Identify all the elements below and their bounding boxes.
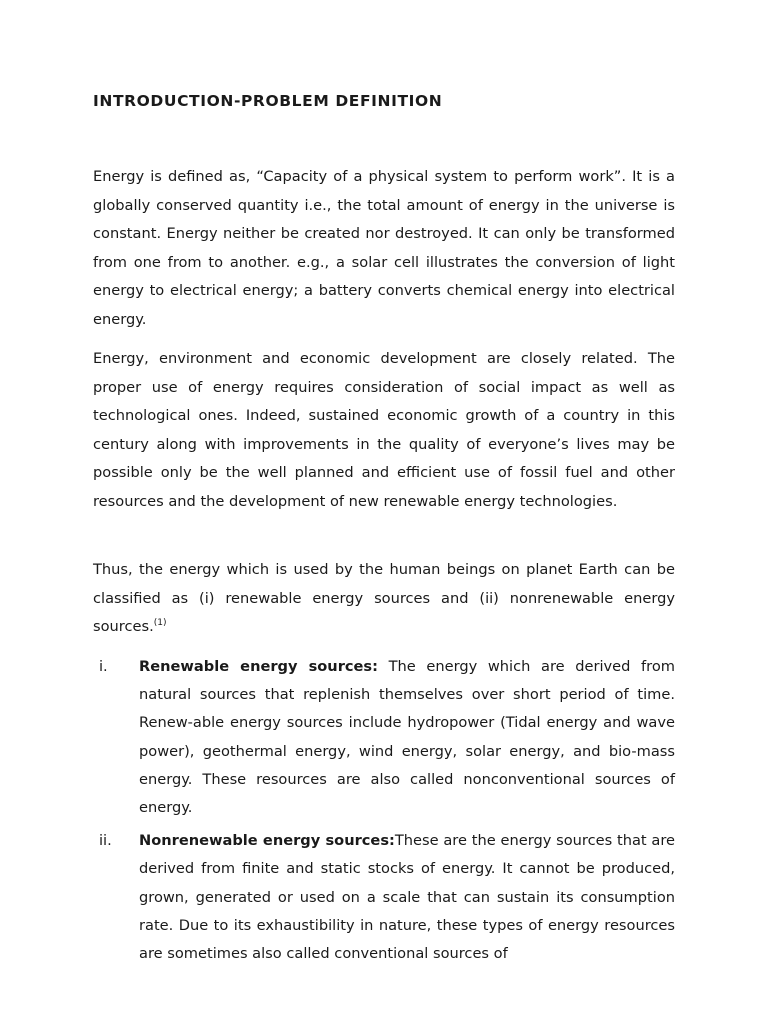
list-item-text: The energy which are derived from natural sources that replenish themselves over short period of time. Renew-able energy sources include hydropower (Tidal energy and wave power), geothermal energy, wind energy, solar energy, and bio-mass energy. These resources are also called nonconventional sources of energy. xyxy=(139,658,675,817)
paragraph-classification xyxy=(93,556,675,642)
reference-marker: (1) xyxy=(153,618,167,629)
page-title: INTRODUCTION-PROBLEM DEFINITION xyxy=(93,92,443,110)
list-item-number: i. xyxy=(99,658,108,675)
paragraph-energy-definition: Energy is defined as, “Capacity of a physical system to perform work”. It is a globally conserved quantity i.e., the total amount of energy in the universe is constant. Energy neither be created nor destroyed. It can only be transformed from one from to another. e.g., a solar cell illustrates the conversion of light energy to electrical energy; a battery converts chemical energy into electrical energy. xyxy=(93,168,675,328)
list-item-term: Renewable energy sources: xyxy=(139,658,378,675)
list-item-renewable xyxy=(93,653,675,822)
energy-sources-list xyxy=(93,653,675,973)
list-item-nonrenewable xyxy=(93,827,675,968)
list-item-text: These are the energy sources that are derived from finite and static stocks of energy. It cannot be produced, grown, generated or used on a scale that can sustain its consumption rate. Due to its exhaustibility in nature, these types of energy resources are sometimes also called conventional sources of xyxy=(139,832,675,963)
paragraph-energy-environment: Energy, environment and economic development are closely related. The proper use of energy requires consideration of social impact as well as technological ones. Indeed, sustained economic growth of a country in this century along with improvements in the quality of everyone’s lives may be possible only be the well planned and efficient use of fossil fuel and other resources and the development of new renewable energy technologies. xyxy=(93,350,675,510)
list-item-term: Nonrenewable energy sources: xyxy=(139,832,395,850)
list-item-number: ii. xyxy=(99,832,112,850)
classification-text: Thus, the energy which is used by the human beings on planet Earth can be classified as (i) renewable energy sources and (ii) nonrenewable energy sources. xyxy=(93,561,675,636)
